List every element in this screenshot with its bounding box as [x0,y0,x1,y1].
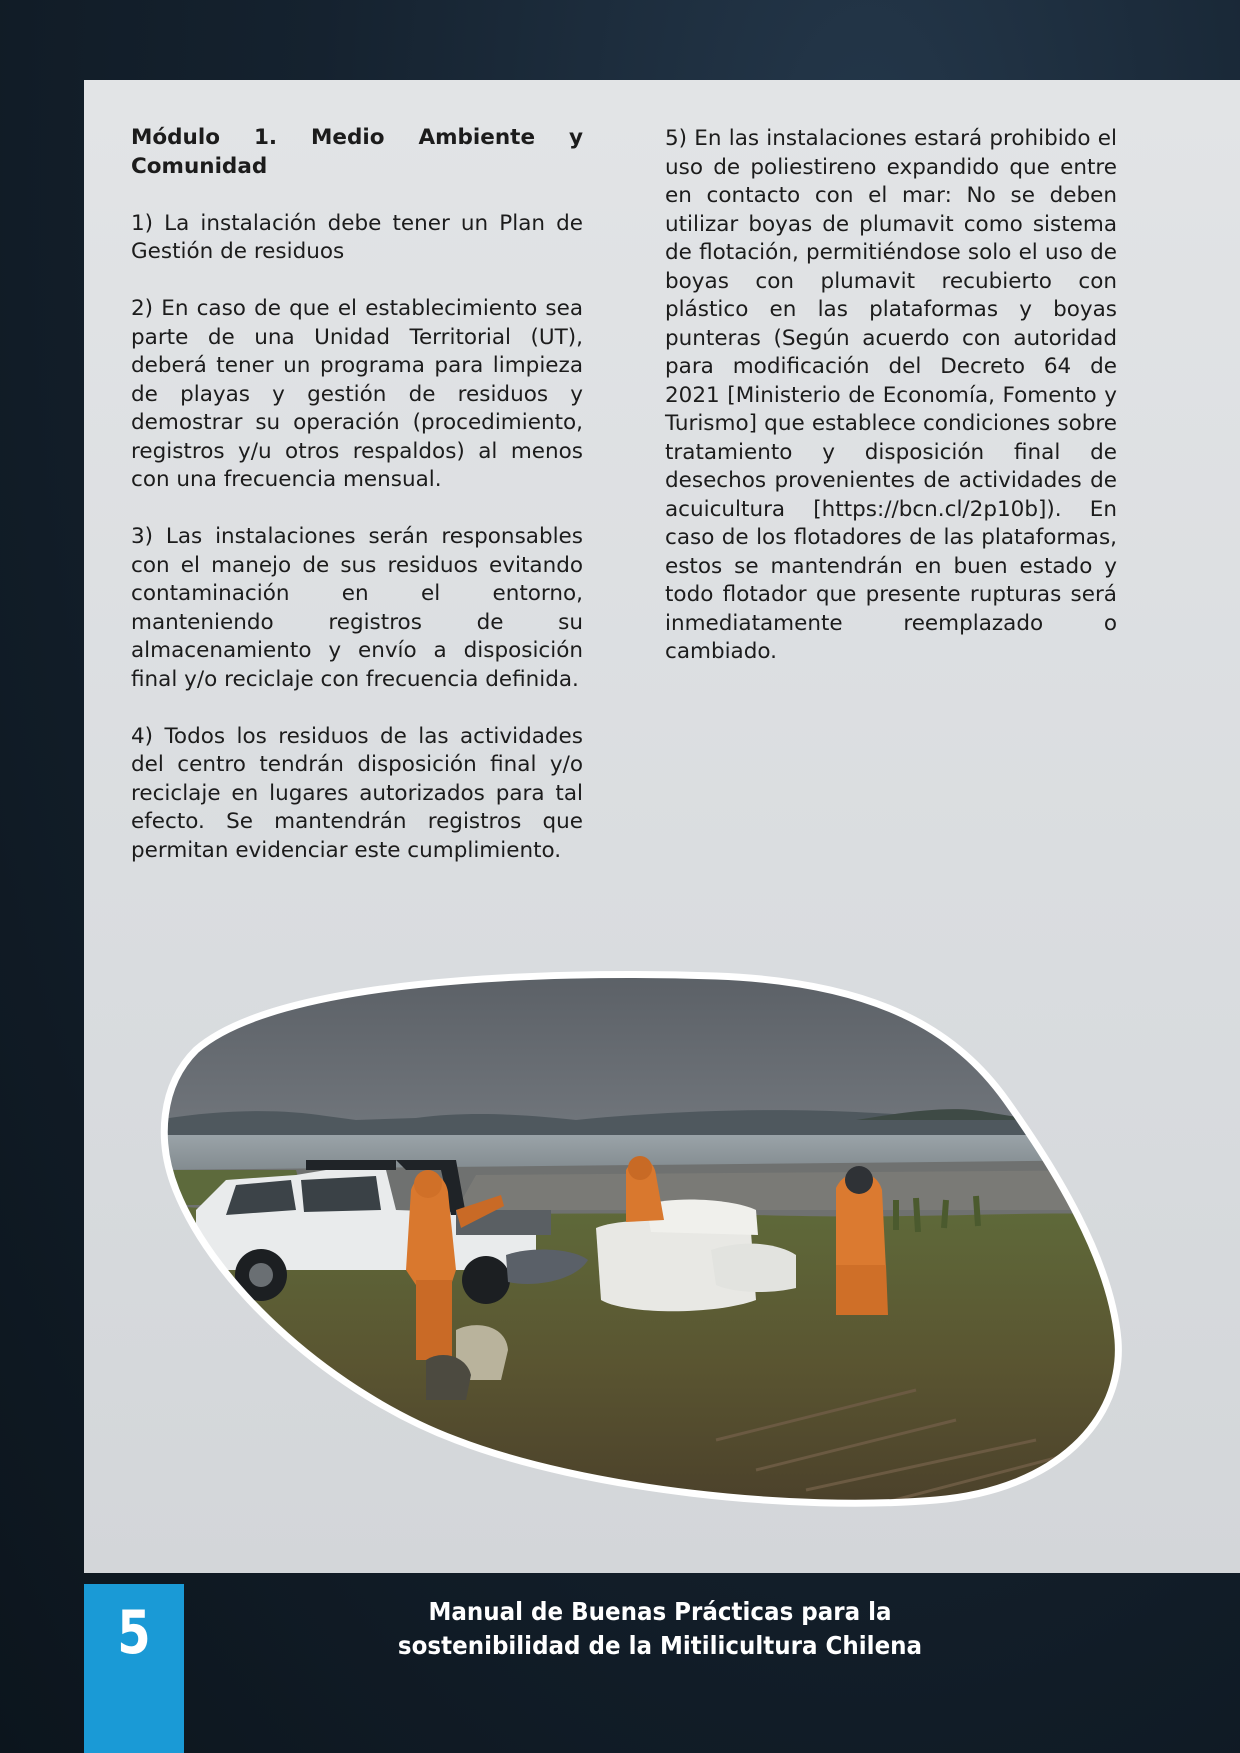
footer-title [366,1595,955,1663]
page-number-box [84,1584,184,1753]
paragraph-1: 1) La instalación debe tener un Plan de Gestión de residuos [131,210,583,264]
paragraph-5: 5) En las instalaciones estará prohibido el uso de poliestireno expandido que entre en contacto con el mar: No se deben utilizar boyas de plumavit como sistema de flotación, permitiéndose solo el uso de boyas con plumavit recubierto con plástico en las plataformas y boyas punteras (Según acuerdo con autoridad para modificación del Decreto 64 de 2021 [Ministerio de Economía, Fomento y Turismo] que establece condiciones sobre tratamiento y disposición final de desechos provenientes de actividades de acuicultura [https://bcn.cl/2p10b]). En caso de los flotadores de las plataformas, estos se mantendrán en buen estado y todo flotador que presente rupturas será inmediatamente reemplazado o cambiado. [665,126,1117,664]
paragraph-4: 4) Todos los residuos de las actividades del centro tendrán disposición final y/o reciclaje en lugares autorizados para tal efecto. Se mantendrán registros que permitan evidenciar este cumplimiento. [131,723,583,863]
paragraph-3: 3) Las instalaciones serán responsables con el manejo de sus residuos evitando contaminación en el entorno, manteniendo registros de su almacenamiento y envío a disposición final y/o reciclaje con frecuencia definida. [131,524,583,692]
module-title: Módulo 1. Medio Ambiente y Comunidad [131,125,583,179]
left-column [131,124,583,894]
footer-title-line-1: Manual de Buenas Prácticas para la [428,1597,892,1626]
right-column [665,125,1117,695]
footer-title-line-2: sostenibilidad de la Mitilicultura Chilena [397,1631,923,1660]
paragraph-2: 2) En caso de que el establecimiento sea parte de una Unidad Territorial (UT), deberá tener un programa para limpieza de playas y gestión de residuos y demostrar su operación (procedimiento, registros y/u otros respaldos) al menos con una frecuencia mensual. [131,296,583,492]
page-number: 5 [117,1598,151,1668]
beach-cleanup-photo [156,970,1128,1520]
